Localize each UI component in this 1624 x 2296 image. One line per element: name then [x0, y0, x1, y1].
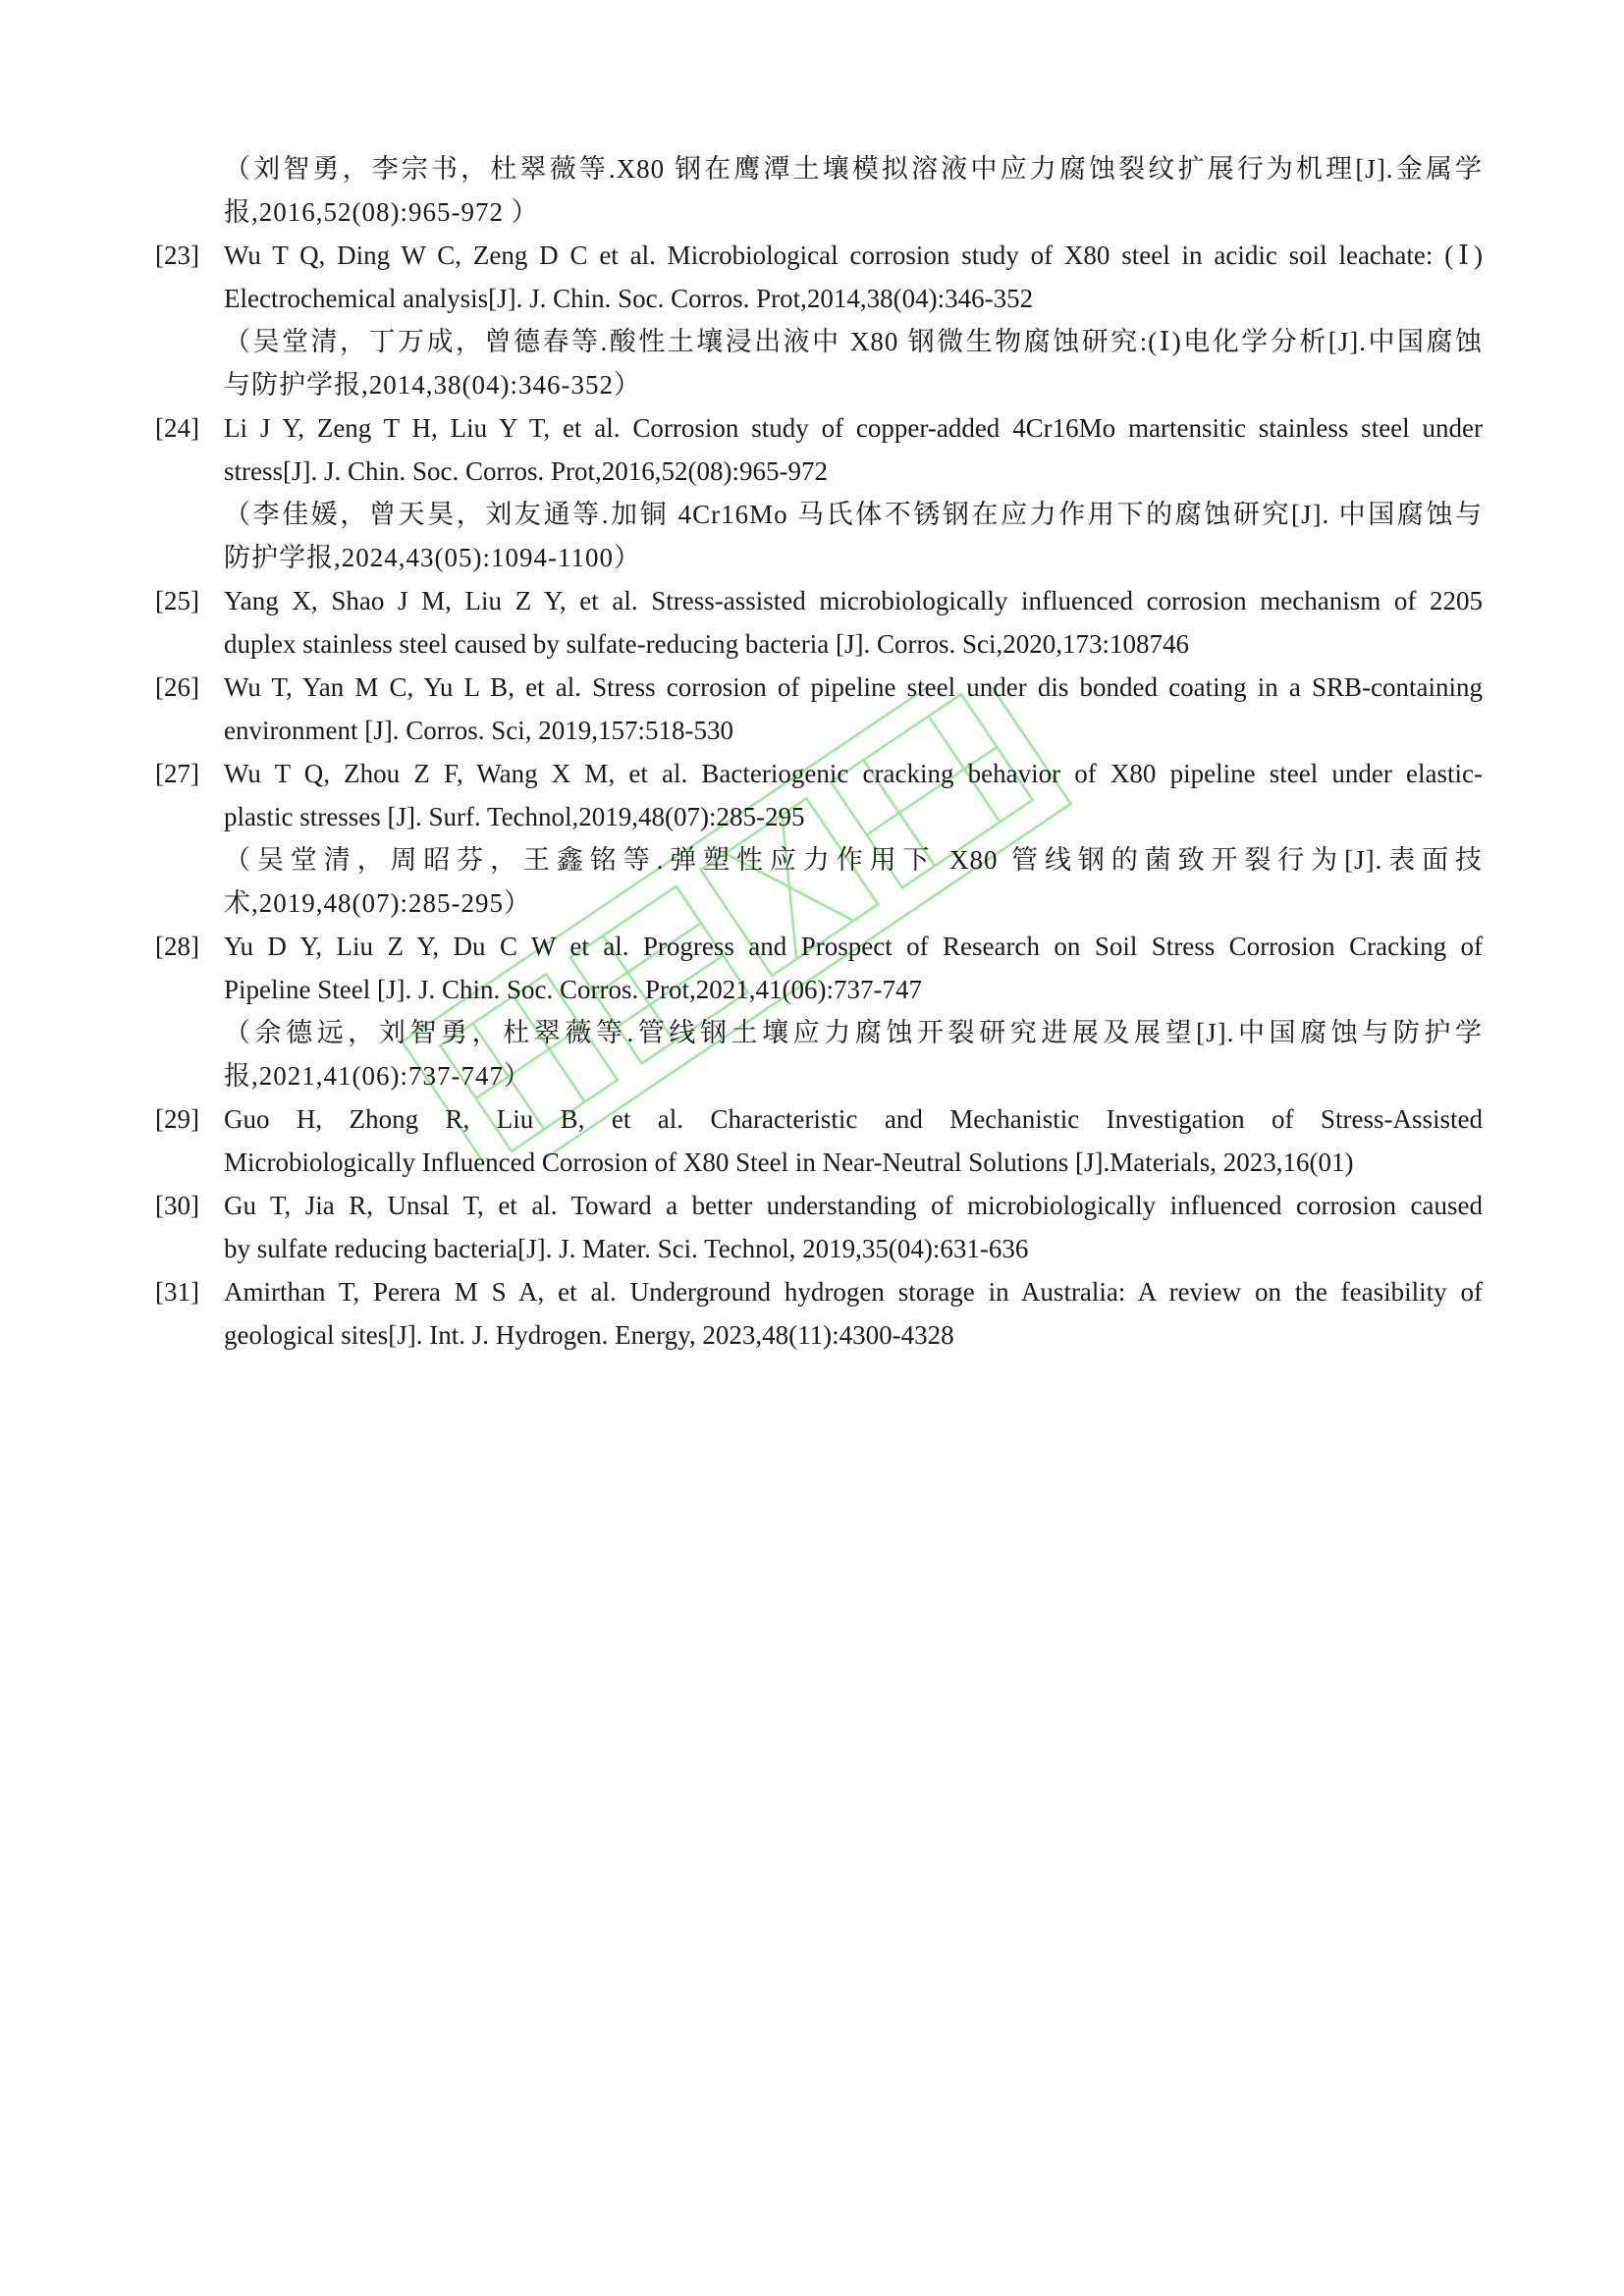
reference-text-line: Wu T Q, Ding W C, Zeng D C et al. Microbiological corrosion study of X80 steel in acidic soil leachate: (Ⅰ)	[224, 240, 1483, 270]
reference-number: [29]	[155, 1104, 199, 1134]
reference-entry	[155, 666, 1483, 752]
reference-entry	[155, 1184, 1483, 1270]
reference-number: [27]	[155, 759, 199, 788]
reference-chinese-line: 防护学报,2024,43(05):1094-1100）	[224, 543, 641, 572]
reference-text-line: by sulfate reducing bacteria[J]. J. Mater. Sci. Technol, 2019,35(04):631-636	[224, 1234, 1029, 1263]
reference-chinese-line: （吴堂清，周昭芬，王鑫铭等.弹塑性应力作用下 X80 管线钢的菌致开裂行为[J].表面技	[224, 845, 1483, 875]
reference-text-line: Yu D Y, Liu Z Y, Du C W et al. Progress and Prospect of Research on Soil Stress Corrosion Cracking of	[224, 932, 1483, 961]
reference-chinese-line: 术,2019,48(07):285-295）	[224, 888, 531, 918]
reference-number: [31]	[155, 1277, 199, 1307]
reference-entry	[155, 406, 1483, 579]
reference-text-line: geological sites[J]. Int. J. Hydrogen. Energy, 2023,48(11):4300-4328	[224, 1320, 954, 1350]
reference-chinese-line: 与防护学报,2014,38(04):346-352）	[224, 370, 641, 400]
reference-chinese-line: 报,2016,52(08):965-972 ）	[224, 197, 539, 227]
reference-number: [28]	[155, 932, 199, 961]
reference-chinese-line: （刘智勇，李宗书，杜翠薇等.X80 钢在鹰潭土壤模拟溶液中应力腐蚀裂纹扩展行为机理[J].金属学	[224, 154, 1483, 184]
reference-entry	[155, 752, 1483, 925]
reference-entry	[155, 1270, 1483, 1357]
reference-entry	[155, 579, 1483, 666]
reference-number: [23]	[155, 240, 199, 270]
reference-text-line: Gu T, Jia R, Unsal T, et al. Toward a better understanding of microbiologically influenced corrosion caused	[224, 1191, 1483, 1220]
reference-number: [24]	[155, 413, 199, 443]
reference-text-line: Li J Y, Zeng T H, Liu Y T, et al. Corrosion study of copper-added 4Cr16Mo martensitic stainless steel under	[224, 413, 1483, 443]
reference-text-line: stress[J]. J. Chin. Soc. Corros. Prot,2016,52(08):965-972	[224, 456, 828, 486]
reference-text-line: Wu T, Yan M C, Yu L B, et al. Stress corrosion of pipeline steel under dis bonded coating in a SRB-containing	[224, 672, 1483, 702]
reference-text-line: Amirthan T, Perera M S A, et al. Underground hydrogen storage in Australia: A review on the feasibility of	[224, 1277, 1483, 1307]
reference-number: [30]	[155, 1191, 199, 1220]
reference-text-line: duplex stainless steel caused by sulfate-reducing bacteria [J]. Corros. Sci,2020,173:108746	[224, 629, 1190, 659]
reference-entry	[155, 925, 1483, 1097]
reference-text-line: Pipeline Steel [J]. J. Chin. Soc. Corros. Prot,2021,41(06):737-747	[224, 975, 922, 1004]
reference-list	[155, 147, 1483, 1357]
reference-entry	[155, 1097, 1483, 1184]
reference-text-line: environment [J]. Corros. Sci, 2019,157:518-530	[224, 716, 733, 745]
reference-chinese-line: （余德远，刘智勇，杜翠薇等.管线钢土壤应力腐蚀开裂研究进展及展望[J].中国腐蚀与防护学	[224, 1018, 1483, 1047]
reference-text-line: plastic stresses [J]. Surf. Technol,2019,48(07):285-295	[224, 802, 805, 831]
reference-number: [26]	[155, 672, 199, 702]
reference-text-line: Guo H, Zhong R, Liu B, et al. Characteristic and Mechanistic Investigation of Stress-Assisted	[224, 1104, 1483, 1134]
reference-text-line: Electrochemical analysis[J]. J. Chin. Soc. Corros. Prot,2014,38(04):346-352	[224, 284, 1034, 313]
reference-chinese-line: （吴堂清，丁万成，曾德春等.酸性土壤浸出液中 X80 钢微生物腐蚀研究:(Ⅰ)电化学分析[J].中国腐蚀	[224, 327, 1483, 356]
reference-text-line: Microbiologically Influenced Corrosion of X80 Steel in Near-Neutral Solutions [J].Materials, 2023,16(01)	[224, 1148, 1354, 1177]
reference-entry	[155, 234, 1483, 406]
reference-chinese-line: 报,2021,41(06):737-747）	[224, 1061, 531, 1091]
reference-entry	[155, 147, 1483, 234]
reference-text-line: Yang X, Shao J M, Liu Z Y, et al. Stress-assisted microbiologically influenced corrosion mechanism of 2205	[224, 586, 1483, 615]
reference-number: [25]	[155, 586, 199, 615]
reference-chinese-line: （李佳媛，曾天昊，刘友通等.加铜 4Cr16Mo 马氏体不锈钢在应力作用下的腐蚀研究[J]. 中国腐蚀与	[224, 500, 1483, 529]
reference-text-line: Wu T Q, Zhou Z F, Wang X M, et al. Bacteriogenic cracking behavior of X80 pipeline steel under elastic-	[224, 759, 1483, 788]
